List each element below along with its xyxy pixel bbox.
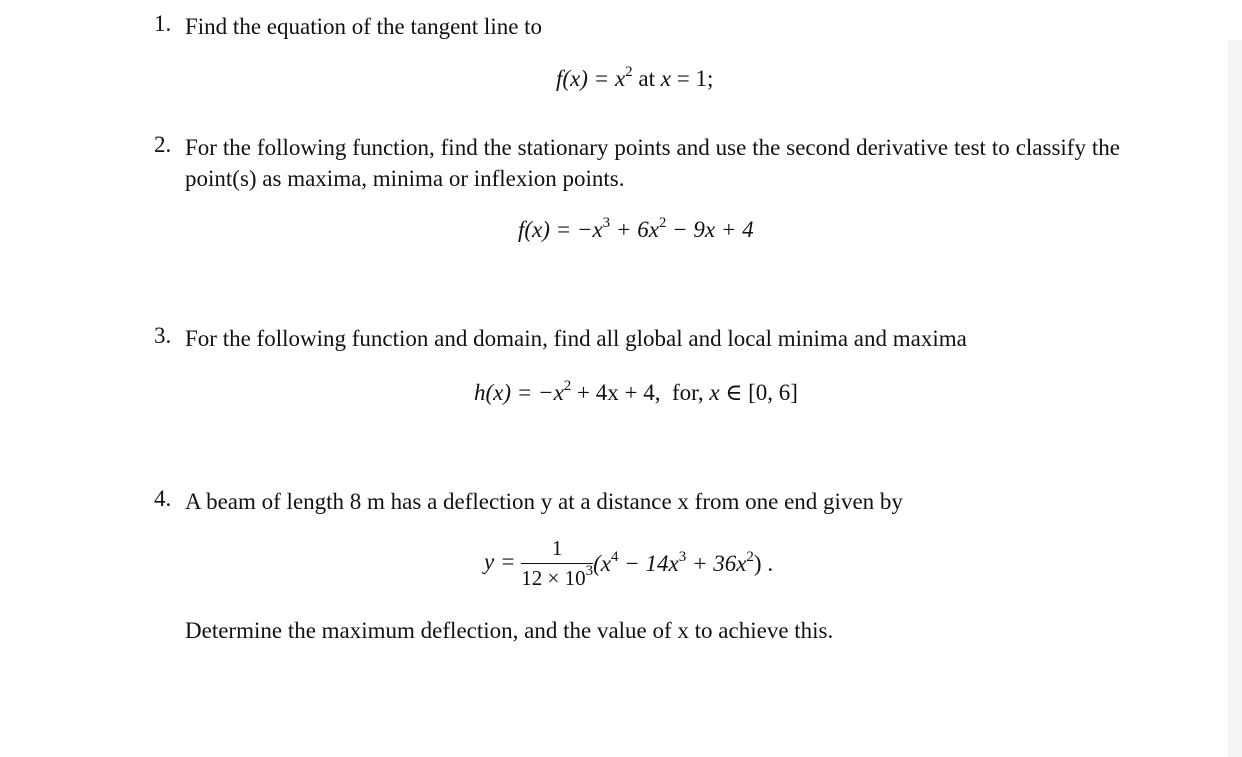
equation	[484, 536, 773, 591]
eq-part: (x	[593, 550, 611, 576]
problem-number: 4.	[154, 486, 172, 511]
page-edge-shadow	[1228, 40, 1242, 757]
equation	[518, 217, 754, 243]
eq-base: x	[614, 66, 626, 91]
eq-rest: − 9x + 4	[666, 217, 754, 242]
eq-exponent: 4	[610, 548, 619, 565]
problem-number: 2.	[154, 132, 172, 157]
fraction-numerator: 1	[551, 536, 563, 560]
eq-exponent: 2	[625, 64, 633, 80]
eq-rest: = 1;	[670, 66, 714, 91]
eq-lhs: f(x) = −x	[518, 217, 603, 242]
problem-text: For the following function and domain, find all global and local minima and maxima	[185, 326, 967, 351]
eq-mid: + 6x	[610, 217, 659, 242]
eq-lhs: y =	[484, 548, 522, 574]
problem-number: 3.	[154, 323, 172, 348]
eq-rest: + 4x + 4, for,	[571, 380, 710, 405]
fraction	[521, 536, 593, 591]
problem-number: 1.	[154, 11, 172, 36]
eq-exponent: 2	[746, 548, 754, 565]
problem-text: A beam of length 8 m has a deflection y at a distance x from one end given by	[185, 489, 903, 514]
problem-text: For the following function, find the stationary points and use the second derivative test to classify the point(s) as maxima, minima or inflexion points.	[185, 135, 1120, 191]
eq-exponent: 3	[602, 215, 611, 231]
eq-part: ) .	[753, 550, 774, 576]
eq-var: x	[660, 66, 671, 91]
denominator-base: 12 × 10	[521, 566, 586, 590]
eq-lhs: h(x) = −x	[474, 380, 564, 405]
eq-exponent: 3	[678, 548, 687, 565]
eq-domain: ∈ [0, 6]	[719, 380, 798, 405]
eq-part: + 36x	[686, 550, 747, 576]
equation	[474, 380, 798, 406]
eq-part: − 14x	[618, 550, 679, 576]
fraction-denominator	[521, 564, 593, 591]
eq-exponent: 2	[658, 215, 667, 231]
equation	[556, 66, 713, 92]
eq-exponent: 2	[563, 378, 572, 394]
eq-at: at	[632, 66, 661, 91]
problem-followup: Determine the maximum deflection, and the value of x to achieve this.	[185, 618, 834, 643]
problem-text: Find the equation of the tangent line to	[185, 14, 543, 39]
eq-var: x	[709, 380, 720, 405]
denominator-exponent: 3	[585, 563, 594, 579]
eq-lhs: f(x) =	[556, 66, 615, 91]
